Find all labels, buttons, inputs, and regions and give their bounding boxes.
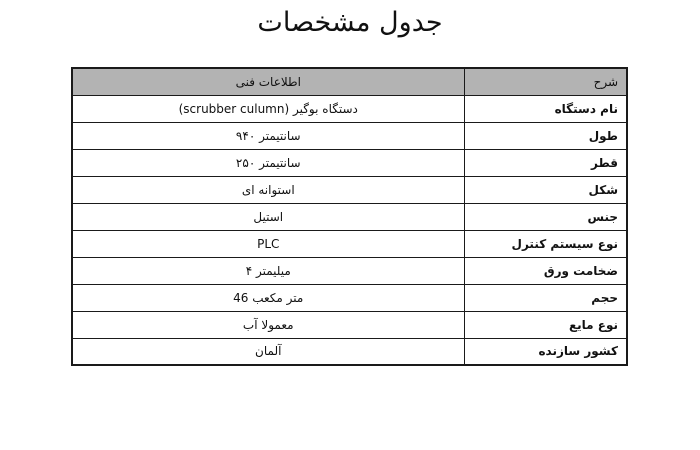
table-row <box>72 284 627 311</box>
row-value: آلمان <box>72 338 464 365</box>
table-row <box>72 149 627 176</box>
table-row <box>72 257 627 284</box>
table-row <box>72 176 627 203</box>
row-value: 46 متر مکعب <box>72 284 464 311</box>
table-row <box>72 122 627 149</box>
table-row <box>72 230 627 257</box>
row-label: نام دستگاه <box>464 95 627 122</box>
row-label: جنس <box>464 203 627 230</box>
row-value: دستگاه بوگیر (scrubber culumn) <box>72 95 464 122</box>
row-label: نوع سیستم کنترل <box>464 230 627 257</box>
row-value: ۲۵۰ سانتیمتر <box>72 149 464 176</box>
row-value: PLC <box>72 230 464 257</box>
row-value: معمولا آب <box>72 311 464 338</box>
table-row <box>72 203 627 230</box>
row-value: ۹۴۰ سانتیمتر <box>72 122 464 149</box>
specifications-table <box>71 67 628 366</box>
row-label: طول <box>464 122 627 149</box>
page-title: جدول مشخصات <box>257 7 443 38</box>
table-row <box>72 311 627 338</box>
column-header-technical-info: اطلاعات فنی <box>72 68 464 95</box>
row-label: شکل <box>464 176 627 203</box>
row-label: نوع مایع <box>464 311 627 338</box>
table-row <box>72 95 627 122</box>
row-value: استیل <box>72 203 464 230</box>
row-value: استوانه ای <box>72 176 464 203</box>
row-label: کشور سازنده <box>464 338 627 365</box>
column-header-description: شرح <box>464 68 627 95</box>
table-header-row <box>72 68 627 95</box>
table-row <box>72 338 627 365</box>
row-value: ۴ میلیمتر <box>72 257 464 284</box>
row-label: ضخامت ورق <box>464 257 627 284</box>
row-label: قطر <box>464 149 627 176</box>
row-label: حجم <box>464 284 627 311</box>
